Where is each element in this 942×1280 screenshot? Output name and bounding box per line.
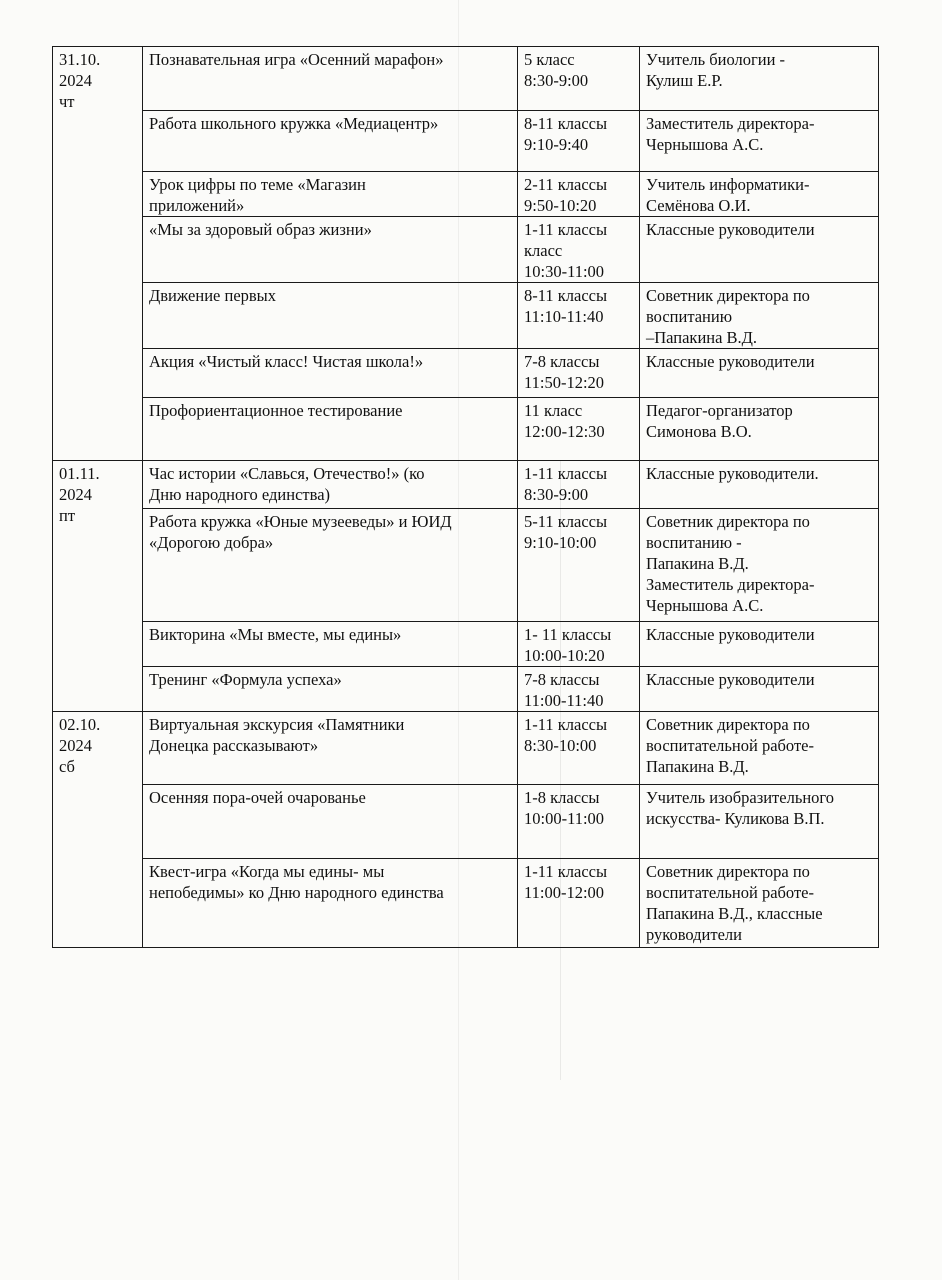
class-time-cell	[518, 712, 640, 785]
table-row	[53, 859, 879, 948]
responsible-line: воспитательной работе-	[646, 883, 814, 902]
responsible-cell	[640, 461, 879, 509]
class-time-line: 9:10-9:40	[524, 135, 589, 154]
event-title-cell	[143, 172, 518, 217]
class-time-cell	[518, 172, 640, 217]
class-time-cell	[518, 111, 640, 172]
event-title-cell	[143, 283, 518, 349]
class-time-line: 2-11 классы	[524, 175, 608, 194]
event-title-cell	[143, 47, 518, 111]
event-title-cell	[143, 622, 518, 667]
class-time-line: 1- 11 классы	[524, 625, 612, 644]
class-time-line: 8:30-10:00	[524, 736, 597, 755]
responsible-cell	[640, 349, 879, 398]
responsible-line: Учитель биологии -	[646, 50, 786, 69]
event-title-cell	[143, 667, 518, 712]
event-title-line: Донецка рассказывают»	[149, 736, 319, 755]
class-time-line: 8:30-9:00	[524, 485, 589, 504]
responsible-cell	[640, 859, 879, 948]
table-row	[53, 172, 879, 217]
date-line: 2024	[59, 736, 92, 755]
event-title-cell	[143, 111, 518, 172]
responsible-line: Папакина В.Д.	[646, 554, 749, 573]
class-time-cell	[518, 217, 640, 283]
responsible-line: Папакина В.Д.	[646, 757, 749, 776]
table-row	[53, 111, 879, 172]
responsible-line: воспитанию -	[646, 533, 742, 552]
class-time-line: 10:00-11:00	[524, 809, 605, 828]
responsible-line: Учитель изобразительного	[646, 788, 835, 807]
date-line: сб	[59, 757, 75, 776]
responsible-cell	[640, 47, 879, 111]
schedule-body	[53, 47, 879, 948]
responsible-cell	[640, 667, 879, 712]
responsible-line: Классные руководители	[646, 625, 815, 644]
event-title-line: Тренинг «Формула успеха»	[149, 670, 342, 689]
responsible-line: Советник директора по	[646, 286, 810, 305]
date-line: 02.10.	[59, 715, 101, 734]
event-title-cell	[143, 349, 518, 398]
class-time-line: 9:50-10:20	[524, 196, 597, 215]
class-time-line: 1-11 классы	[524, 464, 608, 483]
class-time-cell	[518, 47, 640, 111]
event-title-cell	[143, 859, 518, 948]
event-title-line: «Дорогою добра»	[149, 533, 274, 552]
table-row	[53, 622, 879, 667]
table-row	[53, 349, 879, 398]
responsible-cell	[640, 111, 879, 172]
responsible-cell	[640, 283, 879, 349]
class-time-line: 10:30-11:00	[524, 262, 605, 281]
responsible-line: Классные руководители	[646, 352, 815, 371]
responsible-cell	[640, 622, 879, 667]
date-cell	[53, 712, 143, 948]
responsible-line: Заместитель директора-	[646, 114, 815, 133]
class-time-line: 8-11 классы	[524, 114, 608, 133]
class-time-cell	[518, 398, 640, 461]
responsible-line: Педагог-организатор	[646, 401, 793, 420]
class-time-cell	[518, 349, 640, 398]
class-time-line: 12:00-12:30	[524, 422, 605, 441]
responsible-line: воспитанию	[646, 307, 733, 326]
table-row	[53, 398, 879, 461]
class-time-line: 11:00-11:40	[524, 691, 604, 710]
event-title-line: Работа кружка «Юные музееведы» и ЮИД	[149, 512, 452, 531]
event-title-cell	[143, 217, 518, 283]
responsible-line: руководители	[646, 925, 742, 944]
event-title-line: Урок цифры по теме «Магазин	[149, 175, 366, 194]
class-time-cell	[518, 785, 640, 859]
responsible-line: Учитель информатики-	[646, 175, 810, 194]
class-time-line: 1-11 классы	[524, 862, 608, 881]
responsible-line: –Папакина В.Д.	[646, 328, 758, 347]
class-time-line: 1-11 классы	[524, 220, 608, 239]
event-title-cell	[143, 461, 518, 509]
class-time-line: 11:00-12:00	[524, 883, 605, 902]
class-time-line: класс	[524, 241, 563, 260]
responsible-line: Чернышова А.С.	[646, 596, 764, 615]
responsible-line: Классные руководители.	[646, 464, 819, 483]
class-time-line: 10:00-10:20	[524, 646, 605, 665]
event-title-line: приложений»	[149, 196, 245, 215]
class-time-cell	[518, 283, 640, 349]
responsible-line: Советник директора по	[646, 862, 810, 881]
schedule-table	[52, 46, 879, 948]
responsible-line: Кулиш Е.Р.	[646, 71, 723, 90]
class-time-line: 5-11 классы	[524, 512, 608, 531]
event-title-cell	[143, 509, 518, 622]
date-line: 2024	[59, 71, 92, 90]
date-line: 01.11.	[59, 464, 100, 483]
class-time-cell	[518, 461, 640, 509]
date-line: чт	[59, 92, 75, 111]
table-row	[53, 785, 879, 859]
date-line: 31.10.	[59, 50, 101, 69]
class-time-line: 8-11 классы	[524, 286, 608, 305]
responsible-line: Классные руководители	[646, 220, 815, 239]
event-title-line: Акция «Чистый класс! Чистая школа!»	[149, 352, 424, 371]
class-time-line: 11:50-12:20	[524, 373, 605, 392]
responsible-line: воспитательной работе-	[646, 736, 814, 755]
class-time-line: 11:10-11:40	[524, 307, 604, 326]
class-time-line: 5 класс	[524, 50, 575, 69]
responsible-line: Советник директора по	[646, 715, 810, 734]
class-time-line: 8:30-9:00	[524, 71, 589, 90]
class-time-cell	[518, 859, 640, 948]
responsible-line: Заместитель директора-	[646, 575, 815, 594]
class-time-line: 11 класс	[524, 401, 583, 420]
date-cell	[53, 461, 143, 712]
table-row	[53, 217, 879, 283]
date-line: пт	[59, 506, 76, 525]
event-title-cell	[143, 398, 518, 461]
event-title-line: Дню народного единства)	[149, 485, 331, 504]
class-time-cell	[518, 622, 640, 667]
date-line: 2024	[59, 485, 92, 504]
class-time-line: 7-8 классы	[524, 670, 600, 689]
event-title-line: Профориентационное тестирование	[149, 401, 403, 420]
responsible-line: Симонова В.О.	[646, 422, 752, 441]
event-title-cell	[143, 712, 518, 785]
responsible-cell	[640, 509, 879, 622]
responsible-cell	[640, 712, 879, 785]
event-title-line: «Мы за здоровый образ жизни»	[149, 220, 372, 239]
table-row	[53, 461, 879, 509]
responsible-cell	[640, 398, 879, 461]
table-row	[53, 283, 879, 349]
event-title-line: Осенняя пора-очей очарованье	[149, 788, 366, 807]
class-time-line: 1-8 классы	[524, 788, 600, 807]
responsible-line: Папакина В.Д., классные	[646, 904, 823, 923]
event-title-cell	[143, 785, 518, 859]
responsible-line: Классные руководители	[646, 670, 815, 689]
responsible-cell	[640, 217, 879, 283]
responsible-cell	[640, 785, 879, 859]
date-cell	[53, 47, 143, 461]
class-time-cell	[518, 509, 640, 622]
responsible-line: Семёнова О.И.	[646, 196, 751, 215]
responsible-line: Советник директора по	[646, 512, 810, 531]
table-row	[53, 509, 879, 622]
event-title-line: Час истории «Славься, Отечество!» (ко	[149, 464, 425, 483]
class-time-line: 9:10-10:00	[524, 533, 597, 552]
responsible-line: Чернышова А.С.	[646, 135, 764, 154]
table-row	[53, 47, 879, 111]
event-title-line: Виртуальная экскурсия «Памятники	[149, 715, 405, 734]
responsible-cell	[640, 172, 879, 217]
table-row	[53, 712, 879, 785]
event-title-line: Движение первых	[149, 286, 277, 305]
class-time-line: 7-8 классы	[524, 352, 600, 371]
event-title-line: непобедимы» ко Дню народного единства	[149, 883, 444, 902]
table-row	[53, 667, 879, 712]
class-time-line: 1-11 классы	[524, 715, 608, 734]
event-title-line: Работа школьного кружка «Медиацентр»	[149, 114, 439, 133]
event-title-line: Познавательная игра «Осенний марафон»	[149, 50, 444, 69]
class-time-cell	[518, 667, 640, 712]
responsible-line: искусства- Куликова В.П.	[646, 809, 825, 828]
event-title-line: Квест-игра «Когда мы едины- мы	[149, 862, 385, 881]
event-title-line: Викторина «Мы вместе, мы едины»	[149, 625, 402, 644]
